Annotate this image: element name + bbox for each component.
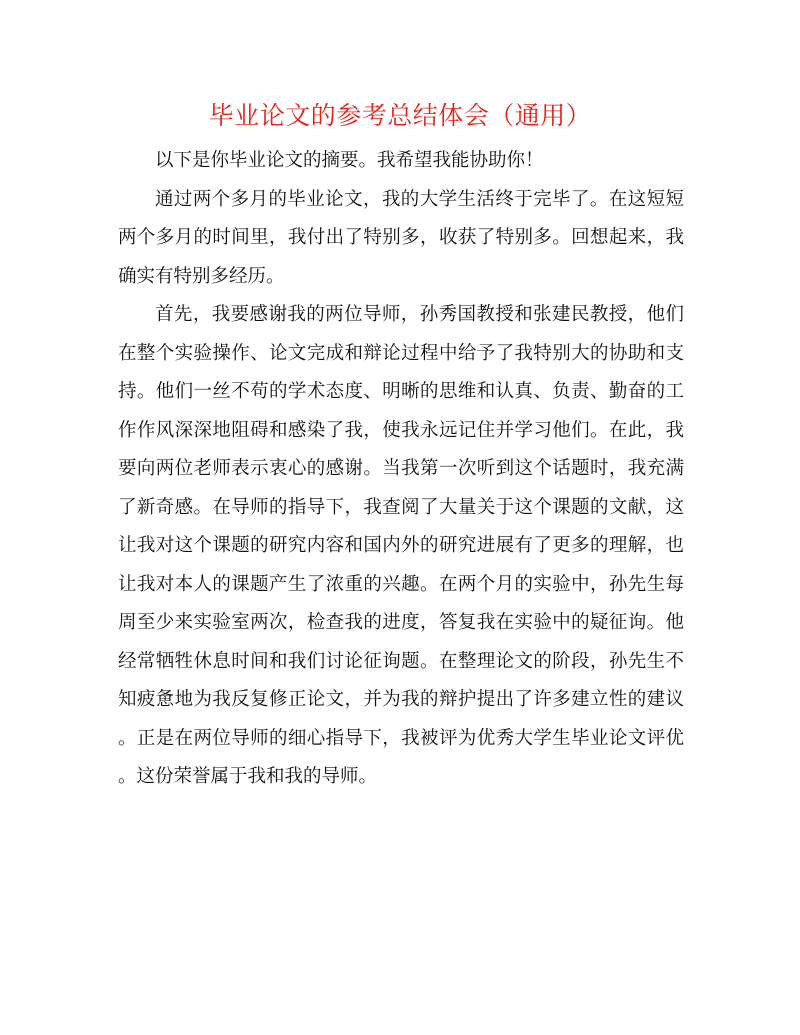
paragraph-reflection: 通过两个多月的毕业论文，我的大学生活终于完毕了。在这短短两个多月的时间里，我付出了特别多，收获了特别多。回想起来，我确实有特别多经历。 [118, 188, 684, 287]
paragraph-intro: 以下是你毕业论文的摘要。我希望我能协助你！ [155, 150, 544, 171]
document-title: 毕业论文的参考总结体会（通用） [208, 101, 592, 130]
paragraph-acknowledgement: 首先，我要感谢我的两位导师，孙秀国教授和张建民教授，他们在整个实验操作、论文完成和辩论过程中给予了我特别大的协助和支持。他们一丝不苟的学术态度、明晰的思维和认真、负责、勤奋的工作作风深深地阻碍和感染了我，使我永远记住并学习他们。在此，我要向两位老师表示衷心的感谢。当我第一次听到这个话题时，我充满了新奇感。在导师的指导下，我查阅了大量关于这个课题的文献，这让我对这个课题的研究内容和国内外的研究进展有了更多的理解，也让我对本人的课题产生了浓重的兴趣。在两个月的实验中，孙先生每周至少来实验室两次，检查我的进度，答复我在实验中的疑征询。他经常牺牲休息时间和我们讨论征询题。在整理论文的阶段，孙先生不知疲惫地为我反复修正论文，并为我的辩护提出了许多建立性的建议。正是在两位导师的细心指导下，我被评为优秀大学生毕业论文评优。这份荣誉属于我和我的导师。 [118, 304, 684, 787]
document-body [118, 142, 684, 797]
